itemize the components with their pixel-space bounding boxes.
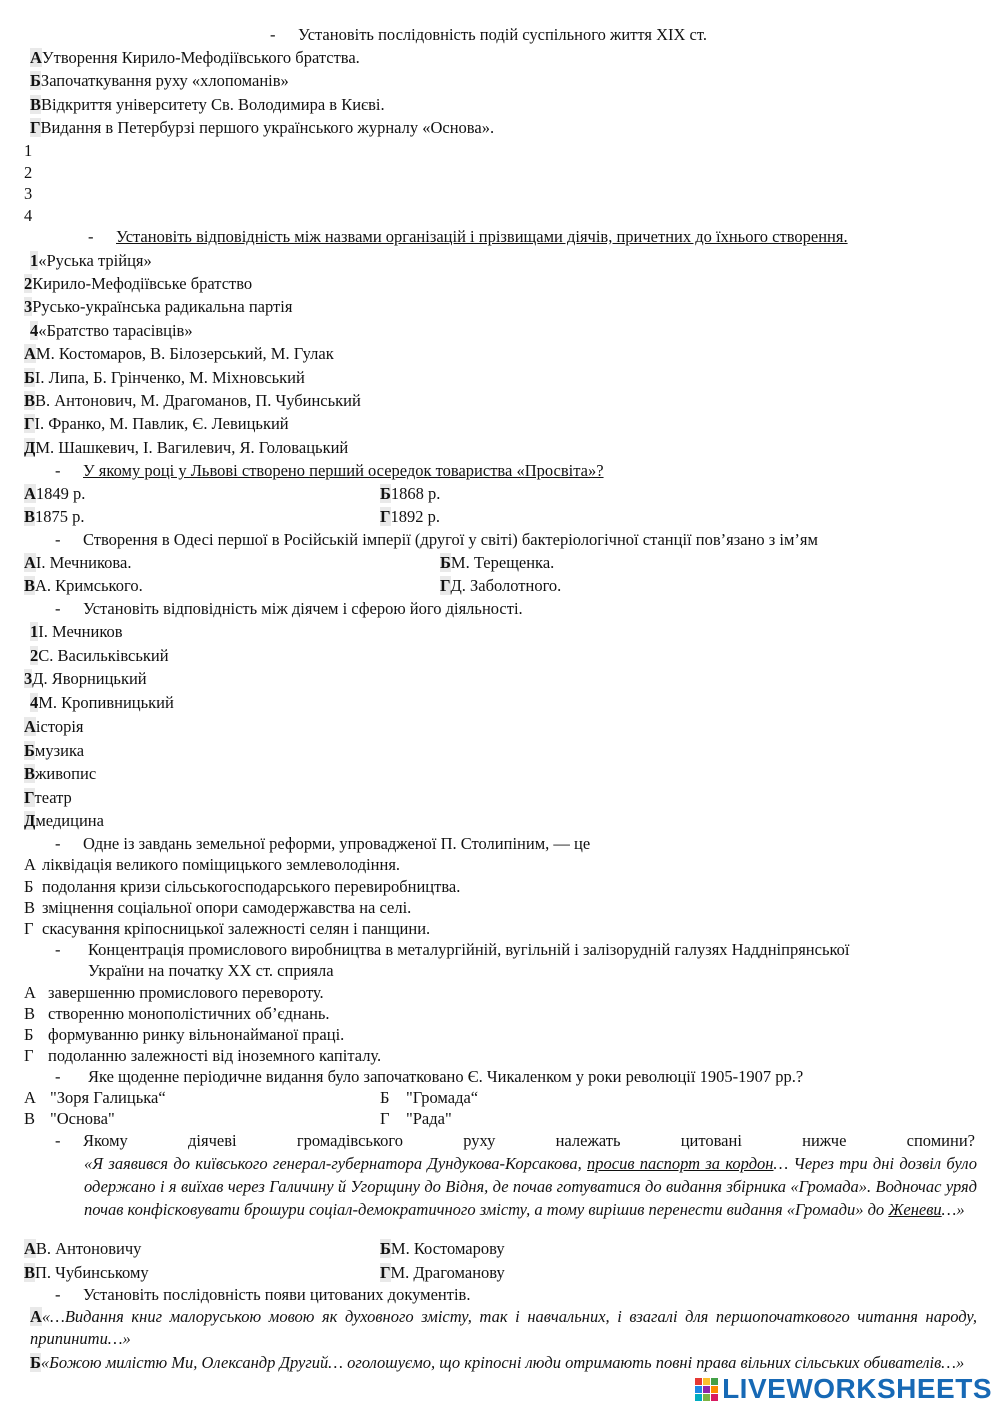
dash: - xyxy=(270,25,276,44)
option-text: медицина xyxy=(35,811,104,830)
option-letter: В xyxy=(24,1263,36,1282)
question-text: Яке щоденне періодичне видання було започатковано Є. Чикаленком у роки революції 1905-1907 рр.? xyxy=(88,1067,804,1086)
option-text: створенню монополістичних об’єднань. xyxy=(48,1004,330,1023)
q1-answer-1[interactable]: 1 xyxy=(24,141,33,160)
dash: - xyxy=(55,599,61,618)
question-text: Установіть відповідність між діячем і сферою його діяльності. xyxy=(83,599,523,618)
q4-question-line xyxy=(55,529,818,551)
option-letter: А xyxy=(24,484,36,503)
item-number: 1 xyxy=(30,251,39,270)
dash: - xyxy=(55,530,61,549)
q4-option-b[interactable] xyxy=(440,552,554,574)
quote-underlined: просив паспорт за кордон xyxy=(587,1154,774,1173)
q6-question-line xyxy=(55,833,590,855)
option-letter: А xyxy=(24,1088,36,1107)
option-letter: А xyxy=(30,48,42,67)
option-text: П. Чубинському xyxy=(35,1263,149,1282)
option-text: "Зоря Галицька“ xyxy=(50,1088,166,1107)
q4-option-d[interactable] xyxy=(440,575,561,597)
q2-item-3 xyxy=(24,296,292,318)
option-letter: Б xyxy=(380,484,391,503)
option-letter: В xyxy=(24,1109,36,1128)
option-letter: В xyxy=(24,391,36,410)
q9-option-b[interactable] xyxy=(380,1238,505,1260)
q8-option-c[interactable] xyxy=(24,1108,115,1130)
q1-answer-2[interactable]: 2 xyxy=(24,163,33,182)
option-text: "Громада“ xyxy=(406,1088,479,1107)
q5-question-line xyxy=(55,598,523,620)
item-text: Русько-українська радикальна партія xyxy=(32,297,293,316)
option-text: 1875 р. xyxy=(35,507,85,526)
q9-option-a[interactable] xyxy=(24,1238,141,1260)
option-text: Утворення Кирило-Мефодіївського братства. xyxy=(41,48,360,67)
option-letter: Д xyxy=(24,438,36,457)
option-letter: Г xyxy=(440,576,451,595)
q2-option-e xyxy=(24,437,348,459)
q7-option-c[interactable] xyxy=(24,1024,344,1046)
option-text: подолання кризи сільськогосподарського перевиробництва. xyxy=(42,877,461,896)
q8-question-line xyxy=(55,1066,803,1088)
option-text: А. Кримського. xyxy=(35,576,143,595)
option-text: В. Антонович, М. Драгоманов, П. Чубинський xyxy=(35,391,361,410)
option-text: Відкриття університету Св. Володимира в Києві. xyxy=(41,95,385,114)
option-text: "Рада" xyxy=(406,1109,452,1128)
doc-text: «…Видання книг малоруською мовою як духовного змісту, так і навчальних, і взагалі для першопочаткового читання народу, припинити…» xyxy=(30,1307,977,1348)
question-text: Установіть послідовність появи цитованих документів. xyxy=(83,1285,471,1304)
question-text: Якому діячеві громадівського руху належать цитовані нижче спомини? xyxy=(83,1131,975,1150)
q8-option-a[interactable] xyxy=(24,1087,166,1109)
q4-option-a[interactable] xyxy=(24,552,131,574)
item-number: 4 xyxy=(30,693,39,712)
option-letter: В xyxy=(24,576,36,595)
option-text: театр xyxy=(34,788,72,807)
dash: - xyxy=(55,1067,61,1086)
q5-option-d xyxy=(24,787,72,809)
option-text: ліквідація великого поміщицького землеволодіння. xyxy=(42,855,401,874)
item-number: 2 xyxy=(30,646,39,665)
quote-text: … Через три дні дозвіл було одержано і я виїхав через Галичину й Угорщину до Відня, де почав готуватися до видання збірника «Громада». Водночас уряд почав конфісковувати брошури соціал-демократичного змісту, а тому вирішив перенести видання «Громади» до xyxy=(84,1154,977,1219)
q6-option-a[interactable] xyxy=(24,854,400,876)
q2-item-1 xyxy=(30,250,152,272)
dash: - xyxy=(55,461,61,480)
item-text: І. Мечников xyxy=(38,622,123,641)
q8-option-b[interactable] xyxy=(380,1087,478,1109)
option-text: зміцнення соціальної опори самодержавства на селі. xyxy=(42,898,412,917)
q9-quote xyxy=(84,1152,977,1221)
option-text: живопис xyxy=(35,764,97,783)
option-text: Д. Заболотного. xyxy=(450,576,562,595)
quote-text: «Я заявився до київського генерал-губернатора Дундукова-Корсакова, xyxy=(84,1154,588,1173)
q2-question-line xyxy=(88,226,848,248)
q10-question-line xyxy=(55,1284,470,1306)
option-text: М. Терещенка. xyxy=(450,553,555,572)
item-text: «Братство тарасівців» xyxy=(38,321,193,340)
option-letter: Г xyxy=(24,1046,34,1065)
dash: - xyxy=(88,227,94,246)
option-text: "Основа" xyxy=(50,1109,115,1128)
q5-item-2 xyxy=(30,645,169,667)
option-letter: А xyxy=(24,344,36,363)
q1-option-a xyxy=(30,47,360,69)
option-letter: Б xyxy=(380,1088,390,1107)
item-text: С. Васильківський xyxy=(38,646,169,665)
option-text: формуванню ринку вільнонайманої праці. xyxy=(48,1025,345,1044)
q7-question-line-1 xyxy=(55,939,849,961)
q7-option-b[interactable] xyxy=(24,1003,330,1025)
option-letter: Б xyxy=(24,741,35,760)
q6-option-b[interactable] xyxy=(24,876,460,898)
item-text: М. Кропивницький xyxy=(38,693,174,712)
option-letter: А xyxy=(24,855,36,874)
option-text: І. Липа, Б. Грінченко, М. Міхновський xyxy=(34,368,305,387)
option-text: завершенню промислового перевороту. xyxy=(48,983,324,1002)
doc-text: «Божою милістю Ми, Олександр Другий… оголошуємо, що кріпосні люди отримають повні права вільних сільських обивателів…» xyxy=(40,1353,965,1372)
item-number: 3 xyxy=(24,669,33,688)
q3-option-a[interactable] xyxy=(24,483,85,505)
option-letter: А xyxy=(24,1239,36,1258)
q2-option-d xyxy=(24,413,289,435)
option-letter: Г xyxy=(380,1109,390,1128)
option-text: музика xyxy=(34,741,85,760)
q9-option-c[interactable] xyxy=(24,1262,149,1284)
option-letter: Г xyxy=(380,507,391,526)
q8-option-d[interactable] xyxy=(380,1108,452,1130)
q4-option-c[interactable] xyxy=(24,575,143,597)
option-text: подоланню залежності від іноземного капіталу. xyxy=(48,1046,382,1065)
q5-option-e xyxy=(24,810,104,832)
option-text: В. Антоновичу xyxy=(35,1239,142,1258)
item-number: 2 xyxy=(24,274,33,293)
quote-text: …» xyxy=(941,1200,965,1219)
option-text: М. Костомаров, В. Білозерський, М. Гулак xyxy=(35,344,334,363)
q10-doc-a xyxy=(30,1306,977,1350)
option-letter: В xyxy=(24,1004,36,1023)
q1-option-c xyxy=(30,94,385,116)
q2-option-c xyxy=(24,390,361,412)
q5-item-1 xyxy=(30,621,123,643)
option-letter: Г xyxy=(24,414,35,433)
q6-option-c[interactable] xyxy=(24,897,411,919)
item-number: 3 xyxy=(24,297,33,316)
item-text: Д. Яворницький xyxy=(32,669,147,688)
option-text: І. Франко, М. Павлик, Є. Левицький xyxy=(34,414,289,433)
option-letter: А xyxy=(24,983,36,1002)
liveworksheets-watermark xyxy=(695,1373,992,1405)
q2-option-b xyxy=(24,367,305,389)
option-letter: А xyxy=(24,717,36,736)
item-text: Кирило-Мефодіївське братство xyxy=(32,274,253,293)
q3-option-b[interactable] xyxy=(380,483,440,505)
item-number: 4 xyxy=(30,321,39,340)
q1-answer-3[interactable]: 3 xyxy=(24,184,33,203)
option-text: історія xyxy=(35,717,84,736)
q5-item-3 xyxy=(24,668,147,690)
option-letter: В xyxy=(30,95,42,114)
option-letter: Б xyxy=(24,877,34,896)
q1-question-line xyxy=(270,24,707,46)
option-letter: Б xyxy=(30,71,41,90)
item-number: 1 xyxy=(30,622,39,641)
q9-question-line xyxy=(55,1130,977,1152)
option-letter: В xyxy=(24,764,36,783)
option-text: М. Драгоманову xyxy=(390,1263,505,1282)
q5-option-c xyxy=(24,763,96,785)
option-text: 1868 р. xyxy=(390,484,441,503)
quote-underlined: Женеви xyxy=(888,1200,942,1219)
q1-answer-4[interactable]: 4 xyxy=(24,206,33,225)
dash: - xyxy=(55,1131,61,1150)
question-text: Створення в Одесі першої в Російській імперії (другої у світі) бактеріологічної станції пов’язано з ім’ям xyxy=(83,530,818,549)
q10-doc-b xyxy=(30,1352,977,1374)
option-letter: Б xyxy=(30,1353,41,1372)
option-letter: Г xyxy=(30,118,41,137)
dash: - xyxy=(55,1285,61,1304)
option-text: скасування кріпосницької залежності селян і панщини. xyxy=(42,919,431,938)
q3-option-c[interactable] xyxy=(24,506,85,528)
q5-option-a xyxy=(24,716,84,738)
q9-option-d[interactable] xyxy=(380,1262,505,1284)
q1-option-b xyxy=(30,70,289,92)
option-letter: Б xyxy=(380,1239,391,1258)
option-letter: А xyxy=(24,553,36,572)
watermark-text: LIVEWORKSHEETS xyxy=(722,1373,992,1404)
question-text: Установіть відповідність між назвами організацій і прізвищами діячів, причетних до їхнього створення. xyxy=(116,227,848,246)
question-text: Установіть послідовність подій суспільного життя XIX ст. xyxy=(298,25,707,44)
option-text: 1849 р. xyxy=(35,484,86,503)
option-text: Започаткування руху «хлопоманів» xyxy=(40,71,289,90)
option-letter: Б xyxy=(440,553,451,572)
option-letter: Г xyxy=(380,1263,391,1282)
q5-option-b xyxy=(24,740,84,762)
q3-question-line xyxy=(55,460,604,482)
q1-option-d xyxy=(30,117,494,139)
option-letter: Д xyxy=(24,811,36,830)
option-text: І. Мечникова. xyxy=(35,553,132,572)
liveworksheets-logo-icon xyxy=(695,1378,718,1401)
option-letter: Г xyxy=(24,788,35,807)
option-letter: Б xyxy=(24,368,35,387)
q5-item-4 xyxy=(30,692,174,714)
question-text: Одне із завдань земельної реформи, упровадженої П. Столипіним, — це xyxy=(83,834,591,853)
q6-option-d[interactable] xyxy=(24,918,430,940)
q7-option-a[interactable] xyxy=(24,982,324,1004)
item-text: «Руська трійця» xyxy=(38,251,152,270)
option-letter: А xyxy=(30,1307,42,1326)
q2-item-4 xyxy=(30,320,193,342)
dash: - xyxy=(55,940,61,959)
q7-option-d[interactable] xyxy=(24,1045,381,1067)
option-text: М. Шашкевич, І. Вагилевич, Я. Головацький xyxy=(35,438,349,457)
q2-option-a xyxy=(24,343,334,365)
q7-question-line-2: України на початку XX ст. сприяла xyxy=(88,961,334,980)
option-letter: Г xyxy=(24,919,34,938)
question-text: У якому році у Львові створено перший осередок товариства «Просвіта»? xyxy=(83,461,604,480)
option-letter: В xyxy=(24,507,36,526)
option-letter: В xyxy=(24,898,36,917)
option-text: 1892 р. xyxy=(390,507,440,526)
q2-item-2 xyxy=(24,273,252,295)
question-text: Концентрація промислового виробництва в металургійній, вугільній і залізорудній галузях Наддніпрянської xyxy=(88,940,850,959)
option-text: Видання в Петербурзі першого українського журналу «Основа». xyxy=(40,118,495,137)
option-text: М. Костомарову xyxy=(390,1239,505,1258)
option-letter: Б xyxy=(24,1025,34,1044)
dash: - xyxy=(55,834,61,853)
q3-option-d[interactable] xyxy=(380,506,440,528)
